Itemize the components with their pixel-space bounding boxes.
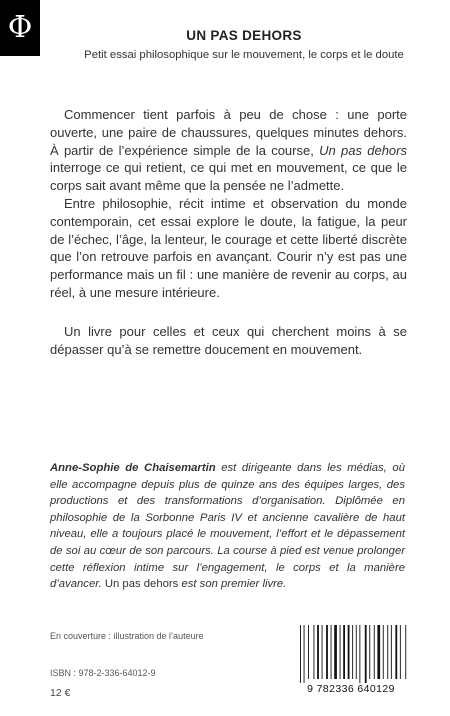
- blurb-text: Commencer tient parfois à peu de chose : une porte ouverte, une paire de chaussures, quelques minutes dehors. À partir de l’expérience simple de la course,: [50, 107, 407, 158]
- barcode-bar: [383, 625, 384, 679]
- cover-credit: En couverture : illustration de l’auteure: [50, 631, 204, 641]
- bio-text: est son premier livre.: [178, 578, 287, 591]
- barcode-bar: [387, 625, 388, 679]
- barcode-bar: [352, 625, 353, 679]
- blurb-paragraph-3: Un livre pour celles et ceux qui cherchent moins à se dépasser qu’à se remettre doucement en mouvement.: [50, 323, 407, 357]
- isbn: ISBN : 978-2-336-64012-9: [50, 668, 156, 678]
- blurb-text: interroge ce qui retient, ce qui met en mouvement, ce que le corps sait avant même que la pensée ne l’admette.: [50, 160, 407, 194]
- barcode-bar: [405, 625, 406, 679]
- barcode-bar: [359, 625, 360, 683]
- barcode-bar: [314, 625, 315, 679]
- blurb-paragraph-2: Entre philosophie, récit intime et observation du monde contemporain, cet essai explore le doute, la fatigue, la peur de l’échec, l’âge, la lenteur, le courage et cette liberté discrète que l’on retrouve parfois en avançant. Courir n’y est pas une performance mais un fil : une manière de revenir au corps, au réel, à une mesure intérieure.: [50, 195, 407, 300]
- barcode-bar: [369, 625, 370, 679]
- barcode-bar: [391, 625, 392, 679]
- bio-book-title: Un pas dehors: [104, 578, 179, 591]
- author-name: Anne-Sophie de Chaisemartin: [50, 462, 216, 474]
- barcode-bar: [365, 625, 367, 683]
- back-cover-blurb: [50, 106, 407, 358]
- barcode-digits: 9 782336 640129: [307, 683, 395, 695]
- barcode-bar: [395, 625, 397, 679]
- author-bio: [50, 460, 405, 593]
- barcode-bar: [304, 625, 305, 683]
- barcode-bar: [322, 625, 323, 679]
- barcode-bar: [356, 625, 357, 679]
- barcode-bar: [374, 625, 375, 679]
- barcode-bar: [377, 625, 380, 679]
- book-subtitle: Petit essai philosophique sur le mouvement, le corps et le doute: [84, 49, 404, 61]
- publisher-logo: [0, 0, 40, 56]
- barcode-bar: [326, 625, 328, 679]
- barcode-bar: [343, 625, 345, 679]
- barcode-bar: [348, 625, 350, 679]
- barcode-bar: [317, 625, 319, 679]
- blurb-paragraph-1: [50, 106, 407, 195]
- phi-logo-icon: Φ: [7, 10, 33, 45]
- blurb-book-title: Un pas dehors: [319, 142, 407, 158]
- header: [50, 28, 438, 62]
- barcode: [298, 625, 408, 683]
- barcode-bar: [400, 625, 401, 679]
- barcode-bar: [331, 625, 332, 679]
- price: 12 €: [50, 687, 71, 699]
- book-title: UN PAS DEHORS: [186, 28, 302, 43]
- barcode-bar: [308, 625, 309, 679]
- barcode-bar: [340, 625, 341, 679]
- barcode-bar: [300, 625, 301, 683]
- bio-text: est dirigeante dans les médias, où elle accompagne depuis plus de quinze ans des équipes larges, des productions et des transformations d’organisation. Diplômée en philosophie de la Sorbonne Paris IV et ancienne cavalière de haut niveau, elle a toujours placé le mouvement, l’effort et le dépassement de soi au cœur de son parcours. La course à pied est venue prolonger cette réflexion intime sur l’engagement, le corps et la manière d’avancer.: [50, 462, 405, 591]
- barcode-icon: [298, 625, 408, 683]
- barcode-bar: [334, 625, 337, 679]
